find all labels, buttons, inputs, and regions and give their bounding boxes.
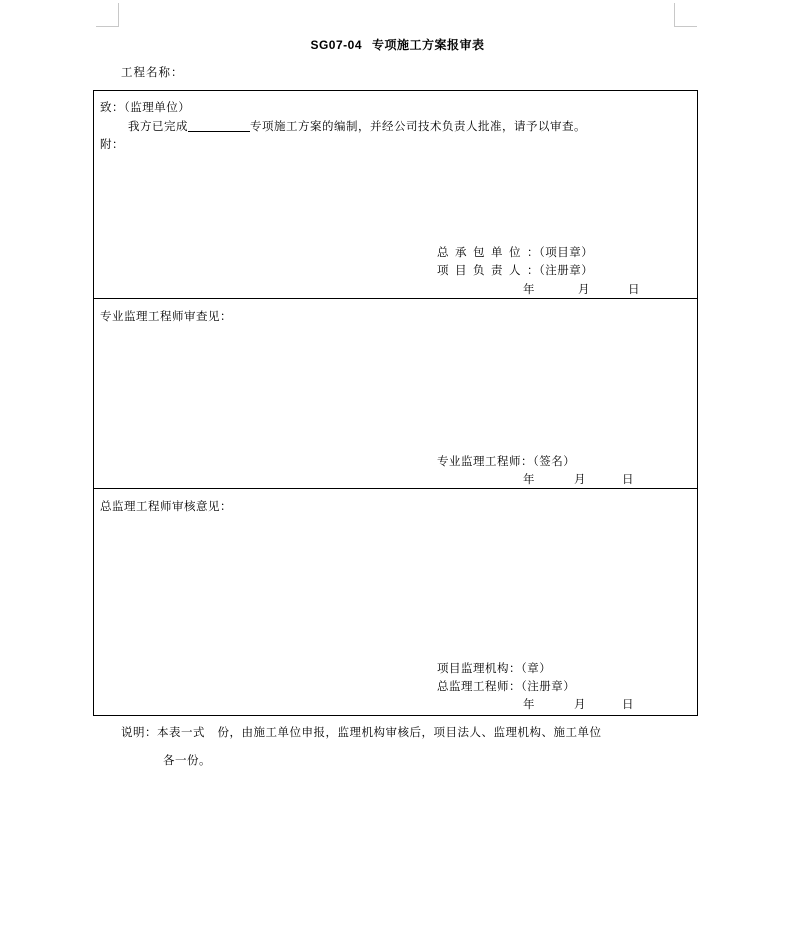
note-line-1: 说明：本表一式 份，由施工单位申报，监理机构审核后，项目法人、监理机构、施工单位 [121,725,602,739]
submission-prefix: 我方已完成 [128,119,188,133]
specialist-review-section [94,299,697,489]
date-day: 日 [622,472,634,486]
date-month: 月 [574,472,586,486]
submission-section [94,91,697,299]
submission-suffix: 专项施工方案的编制，并经公司技术负责人批准，请予以审查。 [250,119,586,133]
crop-mark-top-right-vertical [674,3,675,27]
date-month: 月 [578,282,590,296]
addressee-label: 致：（监理单位） [100,100,191,114]
date-day: 日 [628,282,640,296]
specialist-opinion-label: 专业监理工程师审查见： [100,309,232,323]
date-month: 月 [574,697,586,711]
submission-statement [128,118,586,134]
form-code: SG07-04 [310,38,362,52]
attachment-label: 附： [100,137,124,151]
plan-name-blank[interactable] [188,119,250,132]
manager-signature-line [437,262,593,278]
chief-engineer-label: 总监理工程师：（注册章） [437,679,576,693]
crop-mark-top-right-horizontal [674,26,697,27]
date-day: 日 [622,697,634,711]
crop-mark-top-left-horizontal [96,26,119,27]
date-year: 年 [523,472,535,486]
date-year: 年 [523,697,535,711]
contractor-seal: ：（项目章） [527,245,594,259]
chief-review-section [94,489,697,715]
form-title-text: 专项施工方案报审表 [372,38,485,52]
manager-seal: ：（注册章） [527,263,594,277]
project-name-label: 工程名称： [121,65,184,79]
approval-form-table [93,90,698,716]
form-title [0,36,795,53]
supervision-org-label: 项目监理机构：（章） [437,661,552,675]
contractor-label: 总承包单位 [437,245,527,259]
manager-label: 项目负责人 [437,263,527,277]
note-line-2: 各一份。 [163,753,211,767]
specialist-signature-label: 专业监理工程师：（签名） [437,454,576,468]
date-year: 年 [523,282,535,296]
chief-opinion-label: 总监理工程师审核意见： [100,499,232,513]
contractor-signature-line [437,244,593,260]
crop-mark-top-left-vertical [118,3,119,27]
